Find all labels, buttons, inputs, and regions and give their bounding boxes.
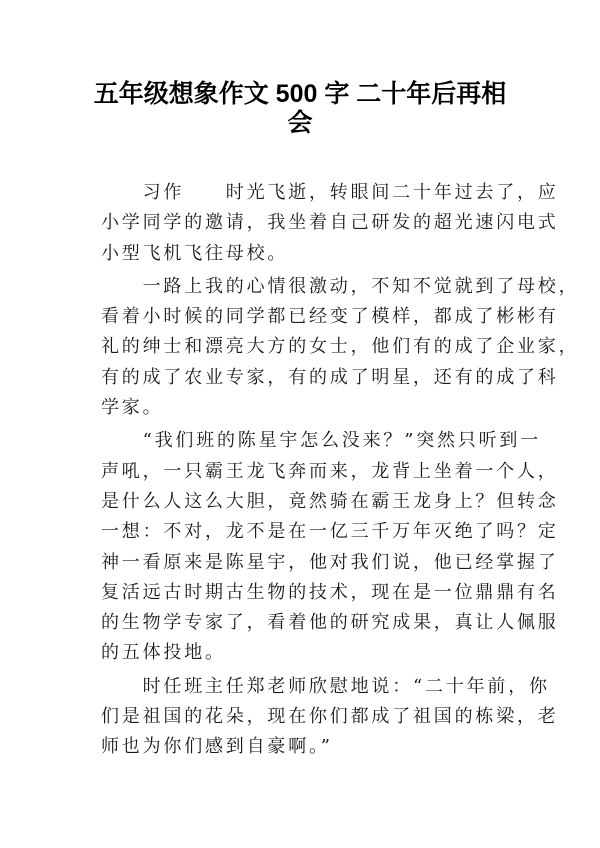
text-line: 复活远古时期古生物的技术，现在是一位鼎鼎有名 — [101, 581, 559, 603]
text-line: 习作 时光飞逝，转眼间二十年过去了，应 — [101, 182, 559, 203]
text-line: “我们班的陈星宇怎么没来？”突然只听到一 — [101, 430, 542, 452]
text-line: 小学同学的邀请，我坐着自己研发的超光速闪电式 — [101, 212, 559, 234]
paragraph — [101, 426, 559, 668]
text-line: 声吼，一只霸王龙飞奔而来，龙背上坐着一个人， — [101, 460, 559, 482]
title-line: 五年级想象作文 500 字 二十年后再相 — [93, 80, 507, 108]
text-line: 师也为你们感到自豪啊。” — [101, 736, 333, 758]
text-line: 看着小时候的同学都已经变了模样，都成了彬彬有 — [101, 306, 559, 328]
document-body — [101, 178, 580, 766]
paragraph — [101, 178, 559, 269]
paragraph — [101, 672, 559, 763]
text-line: 是什么人这么大胆，竟然骑在霸王龙身上？但转念 — [101, 490, 559, 512]
text-line: 的生物学专家了，看着他的研究成果，真让人佩服 — [101, 612, 559, 634]
text-line: 的五体投地。 — [101, 642, 226, 664]
paragraph — [101, 272, 580, 423]
document-title — [90, 80, 510, 138]
text-line: 们是祖国的花朵，现在你们都成了祖国的栋梁，老 — [101, 706, 559, 728]
text-line: 小型飞机飞往母校。 — [101, 242, 289, 264]
text-line: 学家。 — [101, 397, 164, 419]
text-line: 时任班主任郑老师欣慰地说：“二十年前，你 — [101, 675, 550, 697]
text-line: 一想：不对，龙不是在一亿三千万年灭绝了吗？定 — [101, 521, 559, 543]
text-line: 神一看原来是陈星宇，他对我们说，他已经掌握了 — [101, 551, 559, 573]
text-line: 有的成了农业专家，有的成了明星，还有的成了科 — [101, 366, 559, 388]
title-line: 会 — [287, 109, 313, 137]
text-line: 一路上我的心情很激动，不知不觉就到了母校， — [101, 275, 580, 297]
text-line: 礼的绅士和漂亮大方的女士，他们有的成了企业家， — [101, 336, 580, 358]
